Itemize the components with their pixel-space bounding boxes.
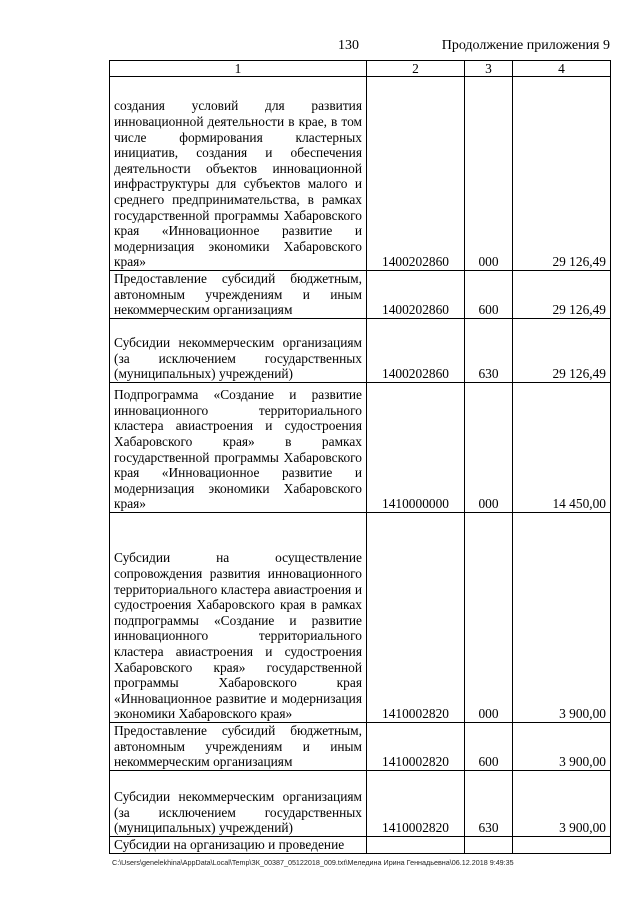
- row-code: 1400202860: [367, 319, 465, 383]
- table-row: [110, 383, 611, 513]
- row-type: 630: [465, 319, 513, 383]
- row-amount: 3 900,00: [513, 723, 611, 771]
- column-header: 2: [367, 61, 465, 77]
- row-code: 1400202860: [367, 77, 465, 271]
- row-amount: 3 900,00: [513, 771, 611, 837]
- table-row: [110, 271, 611, 319]
- row-code: 1410000000: [367, 383, 465, 513]
- continuation-label: Продолжение приложения 9: [441, 38, 610, 53]
- table-row: [110, 513, 611, 723]
- row-description: Подпрограмма «Создание и развитие инновационного территориального кластера авиастроения и судостроения Хабаровского края» в рамках государственной программы Хабаровского края «Инновационное развитие и модернизация экономики Хабаровского края»: [110, 383, 367, 513]
- row-description: Субсидии некоммерческим организациям (за исключением государственных (муниципальных) учреждений): [110, 319, 367, 383]
- table-row: [110, 837, 611, 854]
- row-description: Субсидии на организацию и проведение: [110, 837, 367, 854]
- row-type: 000: [465, 383, 513, 513]
- table-row: [110, 723, 611, 771]
- row-type: 000: [465, 513, 513, 723]
- row-type: 600: [465, 723, 513, 771]
- row-type: 000: [465, 77, 513, 271]
- row-amount: 29 126,49: [513, 319, 611, 383]
- row-code: 1410002820: [367, 513, 465, 723]
- row-type: [465, 837, 513, 854]
- budget-table: [109, 60, 611, 854]
- page-number: 130: [338, 38, 359, 53]
- footer-path: C:\Users\genelekhina\AppData\Local\Temp\ЗК_00387_05122018_009.txt\Меледина Ирина Геннадьевна\06.12.2018 9:49:35: [112, 858, 514, 867]
- row-code: 1410002820: [367, 771, 465, 837]
- row-type: 600: [465, 271, 513, 319]
- row-description: Субсидии некоммерческим организациям (за исключением государственных (муниципальных) учреждений): [110, 771, 367, 837]
- row-type: 630: [465, 771, 513, 837]
- row-amount: 14 450,00: [513, 383, 611, 513]
- table-row: [110, 77, 611, 271]
- column-header: 1: [110, 61, 367, 77]
- row-amount: 29 126,49: [513, 77, 611, 271]
- row-amount: 3 900,00: [513, 513, 611, 723]
- row-code: 1410002820: [367, 723, 465, 771]
- row-description: Предоставление субсидий бюджетным, автономным учреждениям и иным некоммерческим организациям: [110, 271, 367, 319]
- row-amount: 29 126,49: [513, 271, 611, 319]
- row-code: 1400202860: [367, 271, 465, 319]
- row-code: [367, 837, 465, 854]
- column-header: 4: [513, 61, 611, 77]
- row-description: Субсидии на осуществление сопровождения развития инновационного территориального кластера авиастроения и судостроения Хабаровского края в рамках подпрограммы «Создание и развитие инновационного территориального кластера авиастроения и судостроения Хабаровского края» государственной программы Хабаровского края «Инновационное развитие и модернизация экономики Хабаровского края»: [110, 513, 367, 723]
- row-description: создания условий для развития инновационной деятельности в крае, в том числе формирования кластерных инициатив, создания и обеспечения деятельности объектов инновационной инфраструктуры для субъектов малого и среднего предпринимательства, в рамках государственной программы Хабаровского края «Инновационное развитие и модернизация экономики Хабаровского края»: [110, 77, 367, 271]
- table-header-row: [110, 61, 611, 77]
- table-row: [110, 771, 611, 837]
- table-row: [110, 319, 611, 383]
- row-amount: [513, 837, 611, 854]
- row-description: Предоставление субсидий бюджетным, автономным учреждениям и иным некоммерческим организациям: [110, 723, 367, 771]
- column-header: 3: [465, 61, 513, 77]
